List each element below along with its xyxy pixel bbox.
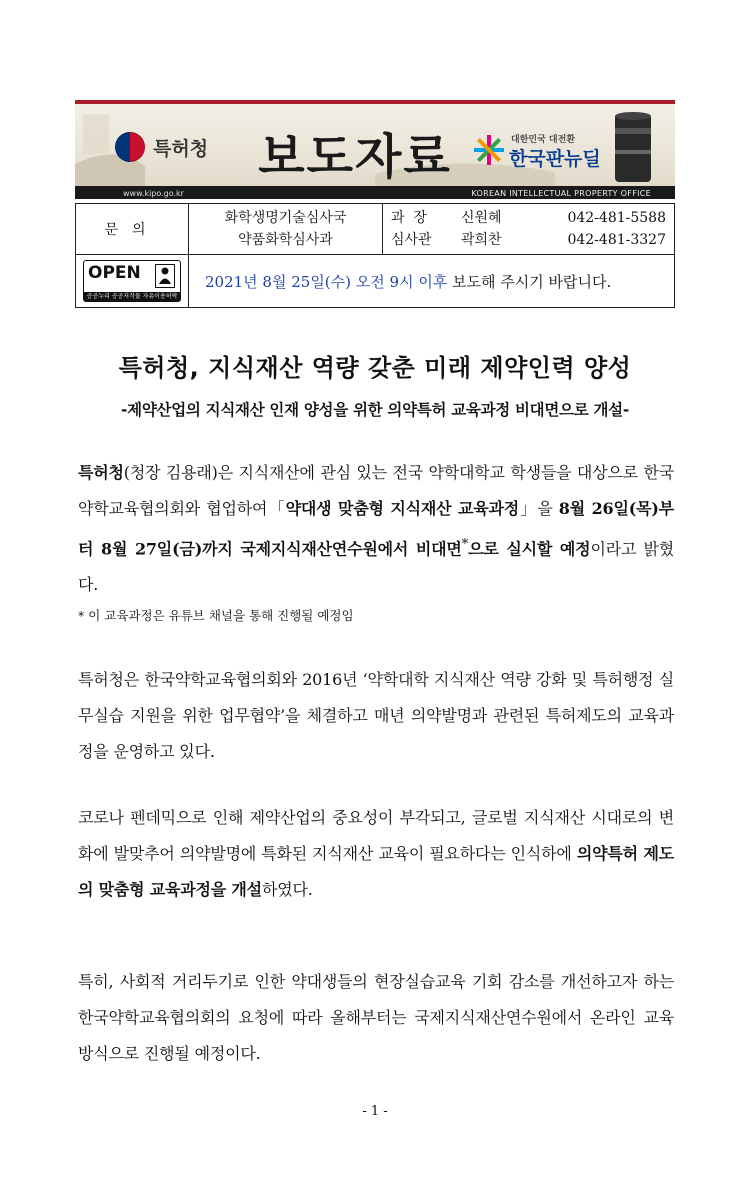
banner-title: 보도자료 [258, 129, 452, 185]
person-name: 곽희찬 [461, 232, 502, 248]
page-number: - 1 - [362, 1104, 388, 1119]
p1-text-2: 」을 [519, 499, 559, 518]
contact-department [189, 204, 383, 255]
footnote: * 이 교육과정은 유튜브 채널을 통해 진행될 예정임 [78, 608, 354, 623]
headline: 특허청, 지식재산 역량 갖춘 미래 제약인력 양성 [118, 354, 632, 382]
open-text: OPEN [88, 263, 141, 283]
embargo-rest: 보도해 주시기 바랍니다. [447, 272, 612, 291]
new-deal-slogan: 대한민국 대전환 [511, 135, 575, 145]
org-name: 특허청 [153, 138, 209, 160]
department-line-2: 약품화학심사과 [238, 232, 333, 248]
new-deal-logo-icon [473, 134, 505, 166]
contact-person-row [391, 229, 666, 251]
subheadline: -제약산업의 지식재산 인재 양성을 위한 의약특허 교육과정 비대면으로 개설- [121, 401, 629, 419]
embargo-notice [189, 255, 675, 308]
p3-text-2: 하였다. [261, 880, 313, 899]
paragraph-3 [78, 800, 674, 908]
contact-table [75, 203, 675, 308]
p1-bold-4: 으로 실시할 예정 [468, 539, 591, 559]
banner-office-name: KOREAN INTELLECTUAL PROPERTY OFFICE [471, 189, 651, 198]
p1-bold-3: 8월 26일(목)부터 8월 27일(금)까지 국제지식재산연수원에서 비대면 [78, 499, 674, 559]
banner-url: www.kipo.go.kr [123, 189, 184, 198]
department-line-1: 화학생명기술심사국 [224, 210, 347, 226]
embargo-date: 2021년 8월 25일(수) 오전 9시 이후 [205, 272, 448, 291]
contact-label: 문의 [76, 204, 189, 255]
person-phone: 042-481-5588 [567, 210, 666, 226]
p3-text-1: 코로나 펜데믹으로 인해 제약산업의 중요성이 부각되고, 글로벌 지식재산 시대로의 변화에 발맞추어 의약발명에 특화된 지식재산 교육이 필요하다는 인식하에 [78, 808, 674, 863]
p3-bold-1: 의약특허 제도의 맞춤형 교육과정을 개설 [78, 844, 674, 899]
open-license-cell [76, 255, 189, 308]
open-license-badge [83, 260, 181, 302]
p1-footnote-mark: * [461, 537, 469, 552]
paragraph-4: 특히, 사회적 거리두기로 인한 약대생들의 현장실습교육 기회 감소를 개선하고자 하는 한국약학교육협의회의 요청에 따라 올해부터는 국제지식재산연수원에서 온라인 교육 방식으로 진행될 예정이다. [78, 972, 674, 1063]
banner-footer-bar [75, 186, 675, 199]
p1-text-3: 이라고 밝혔다. [78, 539, 674, 595]
camera-lens-illustration-icon [603, 110, 663, 186]
p1-bold-1: 특허청 [78, 463, 124, 482]
person-title: 심사관 [391, 232, 432, 248]
paragraph-1 [78, 455, 674, 603]
press-release-banner [75, 100, 675, 199]
person-title: 과 장 [391, 210, 427, 226]
open-license-caption: 공공누리 공공저작물 자유이용허락 [84, 292, 180, 301]
attribution-person-icon [155, 264, 175, 288]
kipo-logo-icon [115, 132, 145, 162]
p1-bold-2: 약대생 맞춤형 지식재산 교육과정 [285, 499, 520, 518]
contact-people [383, 204, 675, 255]
paragraph-2: 특허청은 한국약학교육협의회와 2016년 ‘약학대학 지식재산 역량 강화 및 특허행정 실무실습 지원을 위한 업무협약’을 체결하고 매년 의약발명과 관련된 특허제도의 교육과정을 운영하고 있다. [78, 670, 674, 761]
person-phone: 042-481-3327 [567, 232, 666, 248]
contact-person-row [391, 207, 666, 229]
new-deal-brand: 한국판뉴딜 [509, 148, 601, 170]
person-name: 신원혜 [461, 210, 502, 226]
p1-text-1: (청장 김용래)은 지식재산에 관심 있는 전국 약학대학교 학생들을 대상으로 한국약학교육협의회와 협업하여「 [78, 463, 674, 518]
